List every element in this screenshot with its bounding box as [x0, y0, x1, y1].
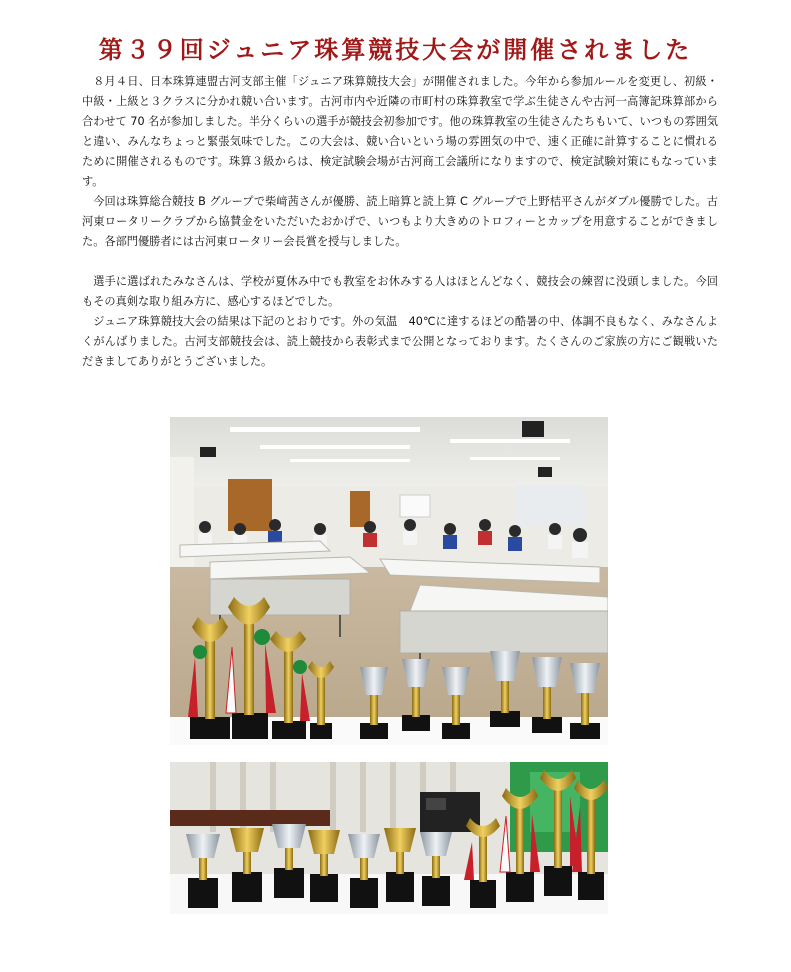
- trophy-display-photo: [170, 762, 608, 914]
- competition-hall-photo: [170, 417, 608, 745]
- paragraph: ８月４日、日本珠算連盟古河支部主催「ジュニア珠算競技大会」が開催されました。今年から参加ルールを変更し、初級・中級・上級と３クラスに分かれ競い合います。古河市内や近隣の市町村の珠算教室で学ぶ生徒さんや古河一高簿記珠算部から合わせて 70 名が参加しました。半分くらいの選手が競技会初参加です。他の珠算教室の生徒さんたちもいて、いつもの雰囲気と違い、みんなちょっと緊張気味でした。この大会は、競い合いという場の雰囲気の中で、速く正確に計算することに慣れるために開催されるものです。珠算３級からは、検定試験会場が古河商工会議所になりますので、検定試験対策にもなっています。: [82, 75, 718, 188]
- paragraph: ジュニア珠算競技大会の結果は下記のとおりです。外の気温 40℃に達するほどの酷暑の中、体調不良もなく、みなさんよくがんばりました。古河支部競技会は、読上競技から表彰式まで公開となっております。たくさんのご家族の方にご観戦いただきましてありがとうございました。: [82, 315, 718, 368]
- paragraph: 今回は珠算総合競技 B グループで柴﨑茜さんが優勝、読上暗算と読上算 C グループで上野桔平さんがダブル優勝でした。古河東ロータリークラブから協賛金をいただいたおかげで、いつもより大きめのトロフィーとカップを用意することができました。各部門優勝者には古河東ロータリー会長賞を授与しました。: [82, 195, 718, 248]
- paragraph: 選手に選ばれたみなさんは、学校が夏休み中でも教室をお休みする人はほとんどなく、競技会の練習に没頭しました。今回もその真剣な取り組み方に、感心するほどでした。: [82, 275, 718, 308]
- page-title: 第３９回ジュニア珠算競技大会が開催されました: [98, 35, 693, 64]
- article-body: [82, 72, 718, 372]
